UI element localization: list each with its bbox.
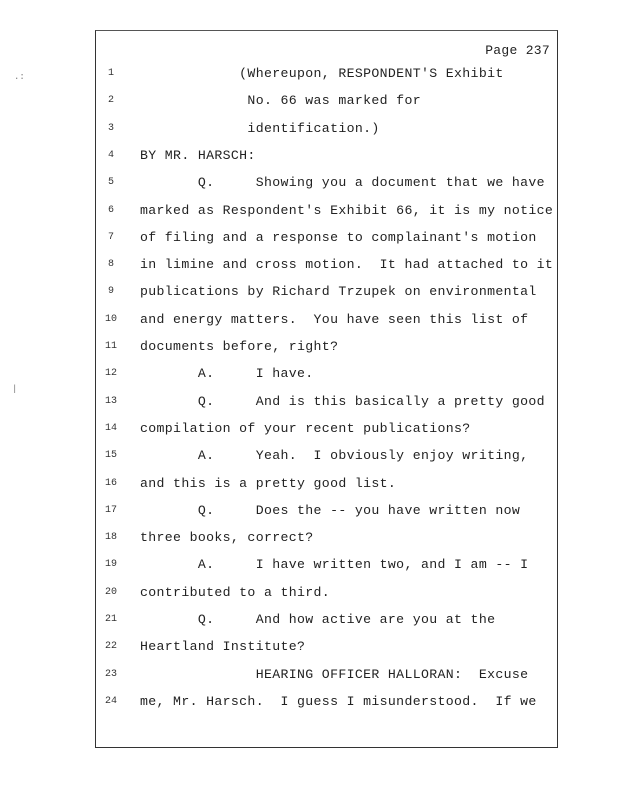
transcript-line: in limine and cross motion. It had attached to it [140, 257, 554, 273]
line-number: 10 [104, 313, 117, 325]
line-number: 3 [107, 122, 114, 134]
transcript-line: publications by Richard Trzupek on environmental [140, 284, 537, 300]
transcript-line: Q. And how active are you at the [140, 612, 496, 627]
line-number: 24 [104, 695, 117, 707]
line-number: 19 [104, 559, 117, 571]
line-number: 13 [104, 395, 117, 407]
line-number: 12 [104, 368, 117, 380]
transcript-line: and energy matters. You have seen this list of [140, 311, 529, 327]
transcript-line: (Whereupon, RESPONDENT'S Exhibit [140, 66, 504, 81]
line-number: 2 [107, 95, 114, 107]
line-number: 5 [107, 177, 114, 189]
transcript-line: of filing and a response to complainant's motion [140, 229, 537, 245]
transcript-line: identification.) [140, 120, 380, 136]
margin-mark: | [12, 384, 18, 394]
line-number: 22 [104, 641, 117, 653]
transcript-line: documents before, right? [140, 339, 339, 354]
transcript-line: and this is a pretty good list. [140, 475, 397, 491]
page-number: Page 237 [485, 43, 550, 58]
transcript-line: No. 66 was marked for [140, 93, 421, 109]
transcript-line: Q. Does the -- you have written now [140, 502, 521, 518]
transcript-line: compilation of your recent publications? [140, 420, 471, 436]
transcript-line: Heartland Institute? [140, 639, 306, 655]
line-number: 1 [107, 68, 114, 79]
transcript-line: A. Yeah. I obviously enjoy writing, [140, 448, 529, 464]
line-number: 4 [107, 149, 114, 161]
transcript-line: A. I have. [140, 366, 314, 382]
line-number: 16 [104, 477, 117, 489]
line-number: 21 [104, 614, 117, 625]
line-number: 14 [104, 422, 117, 434]
transcript-line: marked as Respondent's Exhibit 66, it is my notice [140, 202, 554, 218]
line-number: 8 [107, 259, 114, 271]
transcript-line: me, Mr. Harsch. I guess I misunderstood. If we [140, 693, 537, 709]
line-number: 17 [104, 504, 117, 516]
line-number: 20 [104, 586, 117, 598]
line-number: 11 [104, 341, 117, 352]
line-number: 15 [104, 450, 117, 462]
line-number: 7 [107, 231, 114, 243]
line-number: 23 [104, 668, 117, 680]
transcript-line: contributed to a third. [140, 584, 331, 600]
line-number: 6 [107, 204, 114, 216]
line-number: 9 [107, 286, 114, 298]
transcript-line: A. I have written two, and I am -- I [140, 557, 529, 573]
transcript-line: BY MR. HARSCH: [140, 147, 256, 163]
transcript-line: three books, correct? [140, 530, 314, 546]
transcript-line: Q. Showing you a document that we have [140, 175, 545, 191]
margin-mark: .: [14, 72, 25, 82]
transcript-line: Q. And is this basically a pretty good [140, 393, 545, 409]
transcript-line: HEARING OFFICER HALLORAN: Excuse [140, 666, 529, 682]
line-number: 18 [104, 532, 117, 544]
